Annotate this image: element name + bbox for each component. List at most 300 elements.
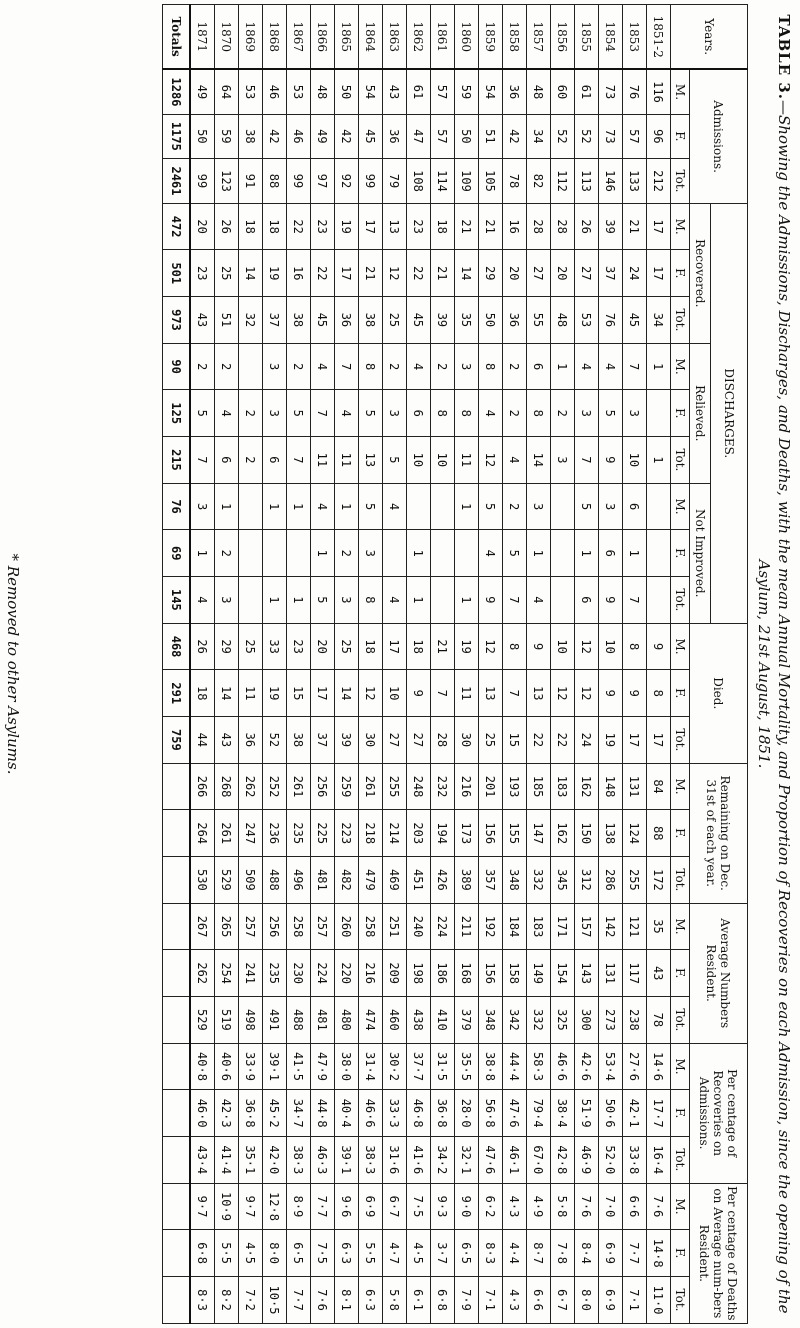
- value-cell: 47·6: [479, 1136, 503, 1183]
- value-cell: 47·6: [503, 1090, 527, 1137]
- header-tot-1: Tot.: [671, 297, 690, 344]
- value-cell: 6: [527, 343, 551, 390]
- value-cell: 9·3: [431, 1183, 455, 1230]
- value-cell: [163, 1183, 191, 1230]
- value-cell: 4·4: [503, 1230, 527, 1277]
- value-cell: 47·9: [311, 1043, 335, 1090]
- header-tot-4: Tot.: [671, 717, 690, 764]
- value-cell: 8·3: [190, 1276, 215, 1323]
- value-cell: 4: [383, 483, 407, 530]
- value-cell: 16: [503, 203, 527, 250]
- header-f-6: F.: [671, 950, 690, 997]
- value-cell: 157: [575, 903, 599, 950]
- value-cell: 42·0: [263, 1136, 287, 1183]
- value-cell: 1: [455, 483, 479, 530]
- value-cell: 6·3: [359, 1276, 383, 1323]
- value-cell: 4: [575, 343, 599, 390]
- value-cell: 35: [647, 903, 671, 950]
- value-cell: 1: [575, 530, 599, 577]
- header-tot-7: Tot.: [671, 1136, 690, 1183]
- value-cell: 14: [335, 670, 359, 717]
- value-cell: 266: [190, 763, 215, 810]
- value-cell: 18: [407, 623, 431, 670]
- header-died: Died.: [690, 623, 748, 763]
- value-cell: 112: [551, 159, 575, 204]
- table-body: [163, 5, 671, 1324]
- header-m-0: M.: [671, 69, 690, 114]
- value-cell: 8·0: [575, 1276, 599, 1323]
- value-cell: 36·8: [239, 1090, 263, 1137]
- value-cell: 12: [359, 670, 383, 717]
- value-cell: 36: [335, 297, 359, 344]
- value-cell: 45: [359, 114, 383, 159]
- value-cell: 345: [551, 857, 575, 904]
- value-cell: 8·2: [215, 1276, 239, 1323]
- value-cell: [163, 1043, 191, 1090]
- value-cell: 5: [575, 483, 599, 530]
- value-cell: 33·9: [239, 1043, 263, 1090]
- value-cell: 262: [239, 763, 263, 810]
- header-recovered: Recovered.: [690, 203, 711, 343]
- header-sex-row: [671, 5, 690, 1324]
- value-cell: 481: [311, 857, 335, 904]
- value-cell: 241: [239, 950, 263, 997]
- value-cell: 42: [263, 114, 287, 159]
- value-cell: 509: [239, 857, 263, 904]
- value-cell: 38·8: [479, 1043, 503, 1090]
- value-cell: [647, 577, 671, 624]
- value-cell: 46·8: [407, 1090, 431, 1137]
- value-cell: 17: [359, 203, 383, 250]
- value-cell: 348: [479, 997, 503, 1044]
- value-cell: 5: [503, 530, 527, 577]
- value-cell: 8: [503, 623, 527, 670]
- value-cell: [163, 950, 191, 997]
- header-f-2: F.: [671, 390, 690, 437]
- value-cell: 6·8: [190, 1230, 215, 1277]
- value-cell: 27: [383, 717, 407, 764]
- value-cell: 4: [311, 343, 335, 390]
- value-cell: 257: [311, 903, 335, 950]
- table-row: [527, 5, 551, 1324]
- value-cell: 32·1: [455, 1136, 479, 1183]
- value-cell: 96: [647, 114, 671, 159]
- header-discharges: DISCHARGES.: [711, 203, 748, 623]
- value-cell: 19: [455, 623, 479, 670]
- header-tot-8: Tot.: [671, 1276, 690, 1323]
- value-cell: [431, 577, 455, 624]
- value-cell: 232: [431, 763, 455, 810]
- value-cell: 38·3: [359, 1136, 383, 1183]
- value-cell: 43·4: [190, 1136, 215, 1183]
- value-cell: 156: [479, 950, 503, 997]
- value-cell: 332: [527, 857, 551, 904]
- value-cell: [163, 1136, 191, 1183]
- value-cell: 3: [263, 390, 287, 437]
- value-cell: [287, 530, 311, 577]
- value-cell: 8·3: [479, 1230, 503, 1277]
- value-cell: 173: [455, 810, 479, 857]
- value-cell: 7·7: [287, 1276, 311, 1323]
- value-cell: 29: [215, 623, 239, 670]
- value-cell: 25: [239, 623, 263, 670]
- value-cell: 36: [503, 297, 527, 344]
- table-row: [623, 5, 647, 1324]
- header-f-0: F.: [671, 114, 690, 159]
- header-not-improved: Not Improved.: [690, 483, 711, 623]
- value-cell: 59: [215, 114, 239, 159]
- value-cell: [163, 903, 191, 950]
- header-tot-3: Tot.: [671, 577, 690, 624]
- value-cell: 49: [311, 114, 335, 159]
- value-cell: 7: [623, 343, 647, 390]
- value-cell: 215: [163, 437, 191, 484]
- value-cell: 11: [311, 437, 335, 484]
- value-cell: [551, 530, 575, 577]
- year-cell: 1863: [383, 5, 407, 70]
- value-cell: 78: [647, 997, 671, 1044]
- value-cell: 3: [599, 483, 623, 530]
- value-cell: 26: [215, 203, 239, 250]
- value-cell: 4: [599, 343, 623, 390]
- value-cell: 64: [215, 69, 239, 114]
- value-cell: 22: [407, 250, 431, 297]
- value-cell: 410: [431, 997, 455, 1044]
- value-cell: 33·3: [383, 1090, 407, 1137]
- header-tot-5: Tot.: [671, 857, 690, 904]
- value-cell: 216: [455, 763, 479, 810]
- value-cell: 6·7: [383, 1183, 407, 1230]
- value-cell: 286: [599, 857, 623, 904]
- value-cell: [647, 390, 671, 437]
- value-cell: 530: [190, 857, 215, 904]
- value-cell: 480: [335, 997, 359, 1044]
- value-cell: 14: [239, 250, 263, 297]
- value-cell: 10: [623, 437, 647, 484]
- value-cell: 25: [335, 623, 359, 670]
- value-cell: 332: [527, 997, 551, 1044]
- value-cell: 255: [383, 763, 407, 810]
- value-cell: 19: [335, 203, 359, 250]
- value-cell: 56·8: [479, 1090, 503, 1137]
- value-cell: 79: [383, 159, 407, 204]
- value-cell: 342: [503, 997, 527, 1044]
- value-cell: 5: [479, 483, 503, 530]
- value-cell: 1: [190, 530, 215, 577]
- value-cell: 300: [575, 997, 599, 1044]
- table-row: [431, 5, 455, 1324]
- value-cell: 13: [527, 670, 551, 717]
- value-cell: 36·8: [431, 1090, 455, 1137]
- table-row: [359, 5, 383, 1324]
- value-cell: 14: [455, 250, 479, 297]
- value-cell: [163, 997, 191, 1044]
- value-cell: 203: [407, 810, 431, 857]
- value-cell: 5: [190, 390, 215, 437]
- value-cell: 1: [311, 530, 335, 577]
- value-cell: 8: [623, 623, 647, 670]
- value-cell: 21: [623, 203, 647, 250]
- value-cell: 9·7: [190, 1183, 215, 1230]
- value-cell: 2: [503, 390, 527, 437]
- value-cell: 84: [647, 763, 671, 810]
- value-cell: 40·8: [190, 1043, 215, 1090]
- value-cell: 2: [383, 343, 407, 390]
- value-cell: 529: [215, 857, 239, 904]
- value-cell: 39·1: [263, 1043, 287, 1090]
- value-cell: 5: [599, 390, 623, 437]
- value-cell: 11: [239, 670, 263, 717]
- value-cell: 149: [527, 950, 551, 997]
- value-cell: [551, 483, 575, 530]
- value-cell: 7·5: [407, 1183, 431, 1230]
- value-cell: 6·5: [287, 1230, 311, 1277]
- value-cell: 14: [215, 670, 239, 717]
- value-cell: 88: [647, 810, 671, 857]
- value-cell: 482: [335, 857, 359, 904]
- year-cell: 1858: [503, 5, 527, 70]
- value-cell: 6: [575, 577, 599, 624]
- year-cell: 1851-2: [647, 5, 671, 70]
- value-cell: [431, 530, 455, 577]
- value-cell: 7: [503, 670, 527, 717]
- table-row: [335, 5, 359, 1324]
- value-cell: 21: [431, 623, 455, 670]
- value-cell: 3: [335, 577, 359, 624]
- value-cell: 2: [239, 390, 263, 437]
- value-cell: 50: [190, 114, 215, 159]
- value-cell: 7: [335, 343, 359, 390]
- value-cell: 33: [263, 623, 287, 670]
- value-cell: 31·5: [431, 1043, 455, 1090]
- value-cell: 78: [503, 159, 527, 204]
- value-cell: 529: [190, 997, 215, 1044]
- year-cell: 1853: [623, 5, 647, 70]
- value-cell: 7·9: [455, 1276, 479, 1323]
- value-cell: 21: [359, 250, 383, 297]
- value-cell: 255: [623, 857, 647, 904]
- value-cell: 26: [575, 203, 599, 250]
- header-tot-0: Tot.: [671, 159, 690, 204]
- value-cell: 357: [479, 857, 503, 904]
- value-cell: 9: [407, 670, 431, 717]
- value-cell: 12: [575, 623, 599, 670]
- value-cell: 7·7: [623, 1230, 647, 1277]
- value-cell: 193: [503, 763, 527, 810]
- value-cell: 34·2: [431, 1136, 455, 1183]
- year-cell: 1867: [287, 5, 311, 70]
- value-cell: 43: [190, 297, 215, 344]
- value-cell: 123: [215, 159, 239, 204]
- year-cell: 1868: [263, 5, 287, 70]
- table-row: [190, 5, 215, 1324]
- value-cell: 117: [623, 950, 647, 997]
- value-cell: [163, 1090, 191, 1137]
- value-cell: 1: [407, 530, 431, 577]
- header-f-8: F.: [671, 1230, 690, 1277]
- value-cell: 172: [647, 857, 671, 904]
- value-cell: 273: [599, 997, 623, 1044]
- value-cell: 488: [287, 997, 311, 1044]
- table-row: [287, 5, 311, 1324]
- value-cell: 6·6: [623, 1183, 647, 1230]
- value-cell: 8: [479, 343, 503, 390]
- value-cell: 6·2: [479, 1183, 503, 1230]
- value-cell: 20: [503, 250, 527, 297]
- value-cell: 46·0: [190, 1090, 215, 1137]
- value-cell: 50·6: [599, 1090, 623, 1137]
- year-cell: 1871: [190, 5, 215, 70]
- value-cell: 7: [311, 390, 335, 437]
- value-cell: 7: [503, 577, 527, 624]
- value-cell: 247: [239, 810, 263, 857]
- value-cell: 34: [647, 297, 671, 344]
- value-cell: 46: [263, 69, 287, 114]
- value-cell: 2: [335, 530, 359, 577]
- value-cell: 6·7: [551, 1276, 575, 1323]
- value-cell: 218: [359, 810, 383, 857]
- value-cell: 131: [599, 950, 623, 997]
- value-cell: 162: [575, 763, 599, 810]
- value-cell: [239, 343, 263, 390]
- value-cell: 8: [431, 390, 455, 437]
- value-cell: 8: [455, 390, 479, 437]
- year-cell: 1854: [599, 5, 623, 70]
- value-cell: 48: [527, 69, 551, 114]
- value-cell: 5: [311, 577, 335, 624]
- value-cell: 7: [623, 577, 647, 624]
- value-cell: 38: [287, 717, 311, 764]
- value-cell: 9·6: [335, 1183, 359, 1230]
- value-cell: 7·6: [647, 1183, 671, 1230]
- value-cell: 8·9: [287, 1183, 311, 1230]
- header-tot-6: Tot.: [671, 997, 690, 1044]
- header-average: Average Numbers Resident.: [690, 903, 748, 1043]
- value-cell: 201: [479, 763, 503, 810]
- value-cell: 38: [359, 297, 383, 344]
- value-cell: 6: [407, 390, 431, 437]
- value-cell: 47: [407, 114, 431, 159]
- value-cell: 36: [503, 69, 527, 114]
- value-cell: 51·9: [575, 1090, 599, 1137]
- value-cell: 133: [623, 159, 647, 204]
- value-cell: 8: [647, 670, 671, 717]
- value-cell: 124: [623, 810, 647, 857]
- value-cell: 4: [503, 437, 527, 484]
- value-cell: 23: [311, 203, 335, 250]
- value-cell: 4·9: [527, 1183, 551, 1230]
- value-cell: 38·3: [287, 1136, 311, 1183]
- value-cell: 29: [479, 250, 503, 297]
- value-cell: 325: [551, 997, 575, 1044]
- value-cell: 59: [455, 69, 479, 114]
- value-cell: 264: [190, 810, 215, 857]
- value-cell: 451: [407, 857, 431, 904]
- value-cell: 28·0: [455, 1090, 479, 1137]
- value-cell: 267: [190, 903, 215, 950]
- table-row: [263, 5, 287, 1324]
- value-cell: 37: [263, 297, 287, 344]
- value-cell: 146: [599, 159, 623, 204]
- value-cell: 46·3: [311, 1136, 335, 1183]
- value-cell: 38: [287, 297, 311, 344]
- value-cell: [239, 577, 263, 624]
- table-row: [383, 5, 407, 1324]
- value-cell: 158: [503, 950, 527, 997]
- value-cell: 99: [190, 159, 215, 204]
- value-cell: 479: [359, 857, 383, 904]
- value-cell: 379: [455, 997, 479, 1044]
- value-cell: 1: [287, 483, 311, 530]
- table-row: [575, 5, 599, 1324]
- footnote: * Removed to other Asylums.: [4, 553, 22, 775]
- value-cell: 27·6: [623, 1043, 647, 1090]
- value-cell: 183: [551, 763, 575, 810]
- value-cell: 4·3: [503, 1276, 527, 1323]
- header-f-4: F.: [671, 670, 690, 717]
- value-cell: 150: [575, 810, 599, 857]
- value-cell: 10: [383, 670, 407, 717]
- value-cell: [383, 530, 407, 577]
- value-cell: 186: [431, 950, 455, 997]
- value-cell: 13: [359, 437, 383, 484]
- value-cell: 53: [575, 297, 599, 344]
- header-years: Years.: [671, 5, 748, 70]
- value-cell: 76: [163, 483, 191, 530]
- value-cell: 209: [383, 950, 407, 997]
- value-cell: [163, 763, 191, 810]
- value-cell: 2461: [163, 159, 191, 204]
- value-cell: 73: [599, 114, 623, 159]
- value-cell: 7·7: [311, 1183, 335, 1230]
- value-cell: 1: [647, 437, 671, 484]
- value-cell: 53·4: [599, 1043, 623, 1090]
- value-cell: 42: [503, 114, 527, 159]
- value-cell: 1: [527, 530, 551, 577]
- value-cell: 69: [163, 530, 191, 577]
- value-cell: 4: [190, 577, 215, 624]
- value-cell: 41·6: [407, 1136, 431, 1183]
- value-cell: 7·8: [551, 1230, 575, 1277]
- header-f-5: F.: [671, 810, 690, 857]
- value-cell: 7·6: [311, 1276, 335, 1323]
- value-cell: 211: [455, 903, 479, 950]
- value-cell: 260: [335, 903, 359, 950]
- value-cell: 460: [383, 997, 407, 1044]
- value-cell: 268: [215, 763, 239, 810]
- value-cell: 44·4: [503, 1043, 527, 1090]
- value-cell: 224: [431, 903, 455, 950]
- value-cell: 31·6: [383, 1136, 407, 1183]
- value-cell: 3: [383, 390, 407, 437]
- value-cell: 52: [551, 114, 575, 159]
- value-cell: 97: [311, 159, 335, 204]
- value-cell: 1: [407, 577, 431, 624]
- value-cell: 262: [190, 950, 215, 997]
- value-cell: 18: [190, 670, 215, 717]
- value-cell: 40·6: [215, 1043, 239, 1090]
- value-cell: 44: [190, 717, 215, 764]
- value-cell: 6: [599, 530, 623, 577]
- value-cell: 162: [551, 810, 575, 857]
- value-cell: 5·8: [383, 1276, 407, 1323]
- value-cell: 5·5: [215, 1230, 239, 1277]
- value-cell: 438: [407, 997, 431, 1044]
- value-cell: 6·3: [335, 1230, 359, 1277]
- value-cell: 10: [551, 623, 575, 670]
- value-cell: 16·4: [647, 1136, 671, 1183]
- value-cell: 147: [527, 810, 551, 857]
